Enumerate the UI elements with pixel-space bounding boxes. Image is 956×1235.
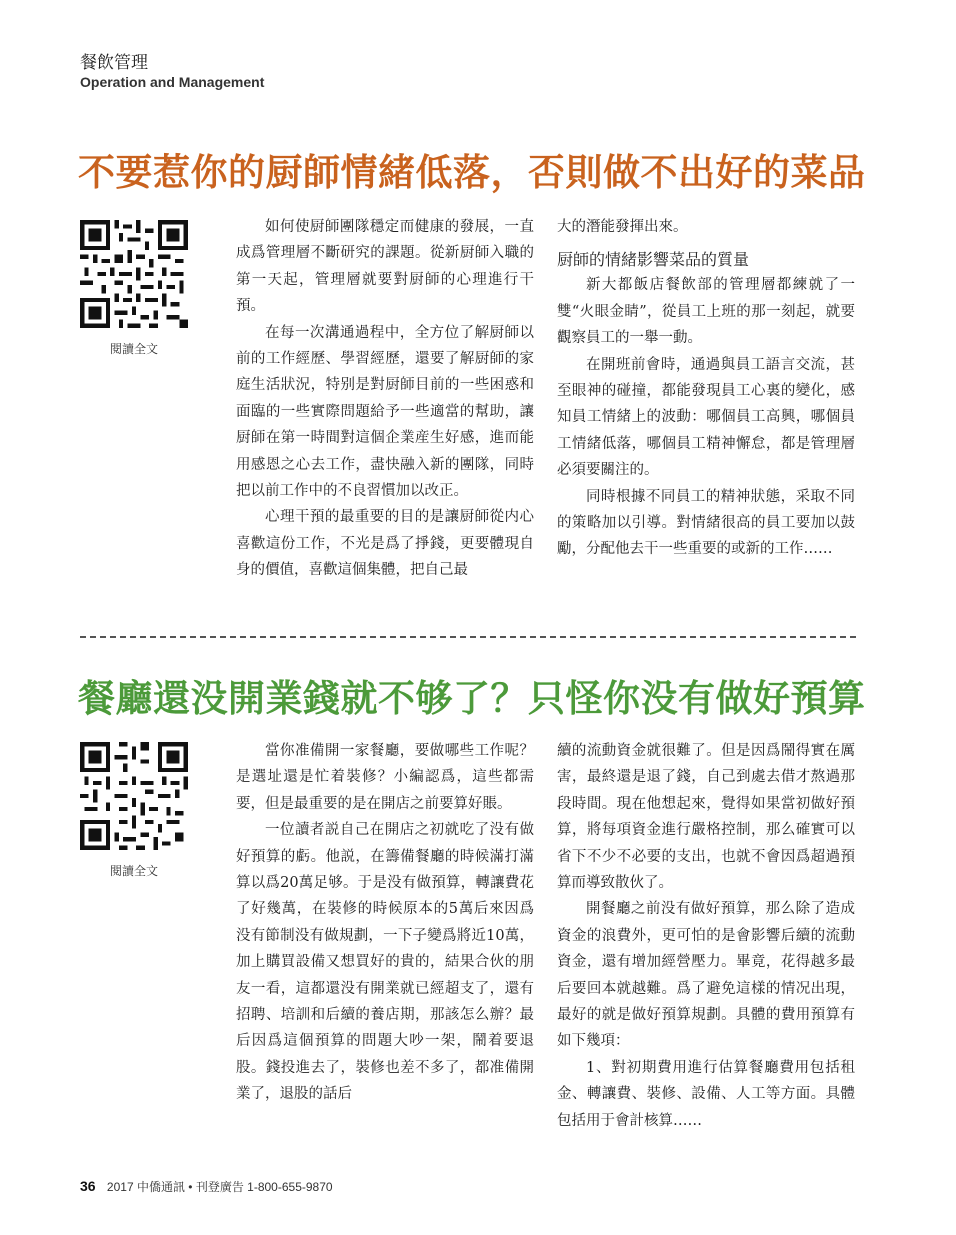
paragraph: 同時根據不同員工的精神狀態，采取不同的策略加以引導。對情緒很高的員工要加以鼓勵，分配他去干一些重要的或新的工作…… xyxy=(557,488,855,558)
paragraph: 開餐廳之前没有做好預算，那么除了造成資金的浪費外，更可怕的是會影響后續的流動資金，還有增加經營壓力。畢竟，花得越多最后要回本就越難。爲了避免這樣的情况出現，最好的就是做好預算規劃。具體的費用預算有如下幾項： xyxy=(557,901,855,1050)
section-header-en: Operation and Management xyxy=(80,74,265,90)
paragraph: 在每一次溝通過程中，全方位了解厨師以前的工作經歷、學習經歷，還要了解厨師的家庭生活狀況，特别是對厨師目前的一些困惑和面臨的一些實際問題給予一些適當的幫助，讓厨師在第一時間對這個企業産生好感，進而能用感恩之心去工作，盡快融入新的團隊，同時把以前工作中的不良習慣加以改正。 xyxy=(236,324,534,500)
article1-column-2 xyxy=(557,214,855,563)
paragraph: 當你准備開一家餐廳，要做哪些工作呢？是選址還是忙着裝修？小編認爲，這些都需要，但是最重要的是在開店之前要算好賬。 xyxy=(236,743,534,812)
paragraph: 新大都飯店餐飲部的管理層都練就了一雙“火眼金睛”，從員工上班的那一刻起，就要觀察員工的一舉一動。 xyxy=(557,277,855,347)
page-footer xyxy=(80,1178,333,1195)
article2-title: 餐廳還没開業錢就不够了？只怪你没有做好預算 xyxy=(78,676,866,720)
page-number: 36 xyxy=(80,1178,96,1194)
paragraph: 1、對初期費用進行估算餐廳費用包括租金、轉讓費、裝修、設備、人工等方面。具體包括用于會計核算…… xyxy=(557,1059,855,1129)
qr-code-icon[interactable] xyxy=(80,220,188,328)
article1-title: 不要惹你的厨師情緒低落，否則做不出好的菜品 xyxy=(78,150,866,194)
paragraph-continuation: 大的潛能發揮出來。 xyxy=(557,219,688,235)
article2-column-1 xyxy=(236,738,534,1108)
qr-code-icon[interactable] xyxy=(80,742,188,850)
paragraph-continuation: 續的流動資金就很難了。但是因爲鬧得實在厲害，最終還是退了錢，自己到處去借才熬過那段時間。現在他想起來，覺得如果當初做好預算，將每項資金進行嚴格控制，那么確實可以省下不少不必要的支出，也就不會因爲超過預算而導致散伙了。 xyxy=(557,743,855,892)
paragraph: 如何使厨師團隊穩定而健康的發展，一直成爲管理層不斷研究的課題。從新厨師入職的第一天起，管理層就要對厨師的心理進行干預。 xyxy=(236,219,534,315)
qr-read-more-label[interactable]: 閱讀全文 xyxy=(109,864,158,878)
article1-subheading: 厨師的情緒影響菜品的質量 xyxy=(557,250,750,270)
footer-text: 2017 中僑通訊 • 刊登廣告 1-800-655-9870 xyxy=(106,1180,333,1194)
paragraph: 心理干預的最重要的目的是讓厨師從内心喜歡這份工作，不光是爲了掙錢，更要體現自身的價值，喜歡這個集體，把自己最 xyxy=(236,509,534,579)
article1-column-1 xyxy=(236,214,534,584)
qr-read-more-label[interactable]: 閱讀全文 xyxy=(109,342,158,356)
paragraph: 在開班前會時，通過與員工語言交流，甚至眼神的碰撞，都能發現員工心裏的變化，感知員工情緒上的波動：哪個員工高興，哪個員工情緒低落，哪個員工精神懈怠，都是管理層必須要關注的。 xyxy=(557,356,855,479)
section-header-zh: 餐飲管理 xyxy=(80,53,148,73)
dashed-divider xyxy=(80,636,856,638)
article2-column-2 xyxy=(557,738,855,1134)
paragraph: 一位讀者説自己在開店之初就吃了没有做好預算的虧。他説，在籌備餐廳的時候滿打滿算以爲20萬足够。于是没有做預算，轉讓費花了好幾萬，在裝修的時候原本的5萬后來因爲没有節制没有做規劃，一下子變爲將近10萬，加上購買設備又想買好的貴的，結果合伙的朋友一看，這都還没有開業就已經超支了，還有招聘、培訓和后續的養店期，那該怎么辦？最后因爲這個預算的問題大吵一架，鬧着要退股。錢投進去了，裝修也差不多了，都准備開業了，退股的話后 xyxy=(236,822,534,1103)
